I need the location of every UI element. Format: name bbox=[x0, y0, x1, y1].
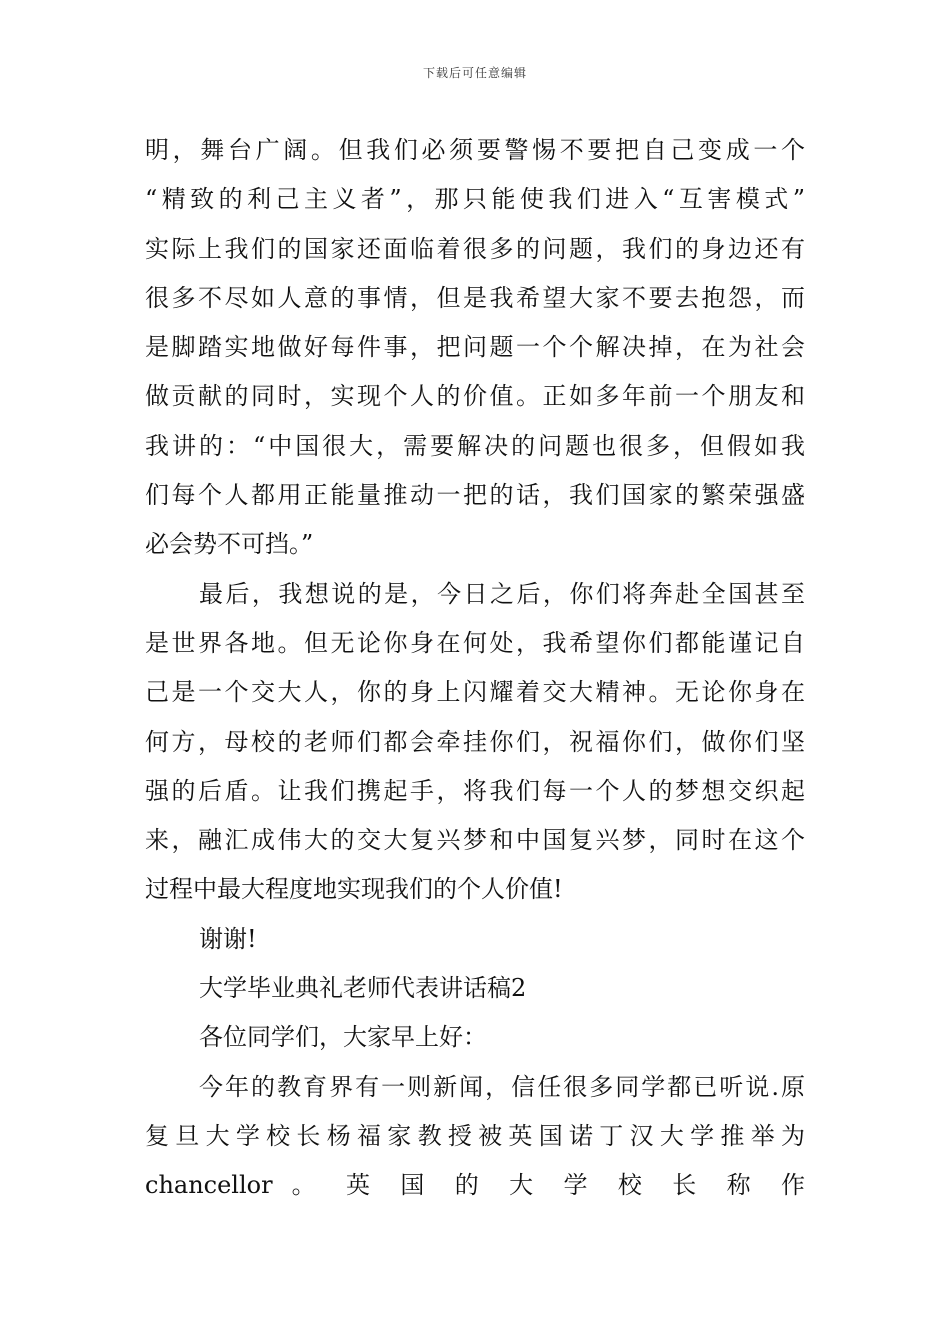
text-line: 今年的教育界有一则新闻，信任很多同学都已听说.原 bbox=[199, 1072, 805, 1101]
text-line: 实际上我们的国家还面临着很多的问题，我们的身边还有 bbox=[145, 234, 805, 263]
text-line: 大学毕业典礼老师代表讲话稿2 bbox=[199, 974, 527, 1003]
text-line: 是脚踏实地做好每件事，把问题一个个解决掉，在为社会 bbox=[145, 333, 805, 362]
text-line: 谢谢! bbox=[199, 924, 257, 953]
text-line: 必会势不可挡。” bbox=[145, 530, 314, 559]
text-line: 们每个人都用正能量推动一把的话，我们国家的繁荣强盛 bbox=[145, 481, 805, 510]
text-line: 明，舞台广阔。但我们必须要警惕不要把自己变成一个 bbox=[145, 136, 805, 164]
text-line: chancellor 。 英 国 的 大 学 校 长 称 作 bbox=[145, 1171, 805, 1200]
text-line: 各位同学们，大家早上好： bbox=[199, 1023, 487, 1052]
text-line: 何方，母校的老师们都会牵挂你们，祝福你们，做你们坚 bbox=[145, 727, 805, 756]
text-line: 是世界各地。但无论你身在何处，我希望你们都能谨记自 bbox=[145, 628, 805, 657]
text-line: 强的后盾。让我们携起手，将我们每一个人的梦想交织起 bbox=[145, 776, 805, 805]
document-body bbox=[145, 126, 805, 1211]
page-header-note: 下载后可任意编辑 bbox=[422, 66, 527, 80]
text-line: 复旦大学校长杨福家教授被英国诺丁汉大学推举为 bbox=[145, 1121, 805, 1150]
text-line: 我讲的：“中国很大，需要解决的问题也很多，但假如我 bbox=[145, 431, 805, 460]
text-line: 很多不尽如人意的事情，但是我希望大家不要去抱怨，而 bbox=[145, 283, 805, 312]
text-line: 己是一个交大人，你的身上闪耀着交大精神。无论你身在 bbox=[145, 678, 805, 707]
text-line: “精致的利己主义者”，那只能使我们进入“互害模式” bbox=[145, 185, 805, 214]
text-line: 过程中最大程度地实现我们的个人价值! bbox=[145, 875, 563, 904]
text-line: 最后，我想说的是，今日之后，你们将奔赴全国甚至 bbox=[199, 579, 805, 608]
text-line: 做贡献的同时，实现个人的价值。正如多年前一个朋友和 bbox=[145, 382, 805, 411]
text-line: 来，融汇成伟大的交大复兴梦和中国复兴梦，同时在这个 bbox=[145, 826, 805, 855]
